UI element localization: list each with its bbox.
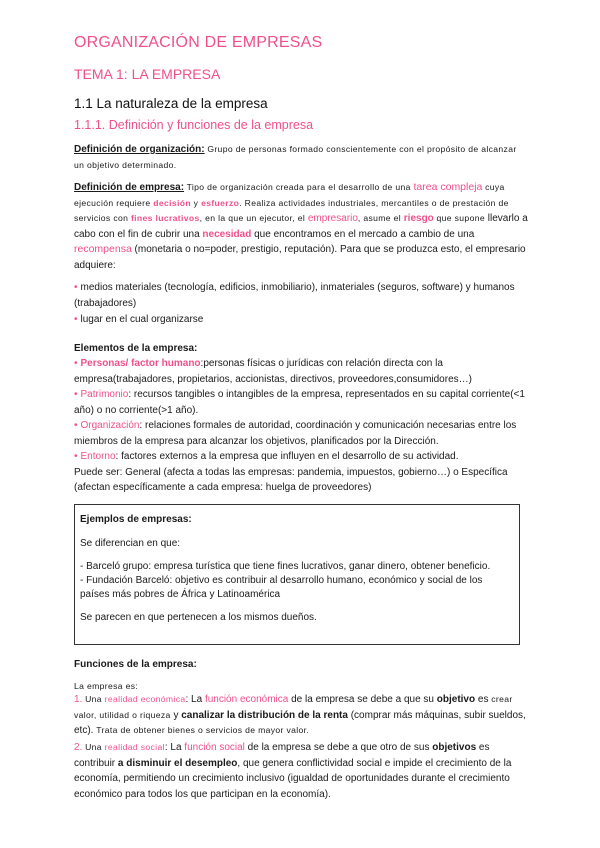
element-item: • Entorno: factores externos a la empresa que influyen en el desarrollo de su actividad. Puede ser: General (afecta a todas las empresas: pandemia, impuestos, gobierno…) o Específica (afectan específicamente a cada empresa: huelga de proveedores) xyxy=(74,451,508,494)
examples-box xyxy=(74,504,520,645)
bullet-icon: • xyxy=(74,389,78,400)
examples-closing: Se parecen en que pertenecen a los mismos dueños. xyxy=(80,612,317,623)
examples-heading: Ejemplos de empresas: xyxy=(80,514,192,525)
element-item: • Patrimonio: recursos tangibles o intangibles de la empresa, representados en su capital corriente(<1 año) o no corriente(>1 año). xyxy=(74,389,525,416)
bullet-icon: • xyxy=(74,282,78,293)
functions-heading: Funciones de la empresa: xyxy=(74,659,197,670)
example-item: - Fundación Barceló: objetivo es contribuir al desarrollo humano, económico y social de los países más pobres de África y Latinoamérica xyxy=(80,575,483,600)
subsection-heading: 1.1.1. Definición y funciones de la empresa xyxy=(74,118,314,132)
definition-text: Grupo de personas formado conscientemente con el propósito de alcanzar un objetivo determinado. xyxy=(74,144,517,170)
bullet-icon: • xyxy=(74,420,78,431)
bullet-icon: • xyxy=(74,358,78,369)
functions-intro: La empresa es: xyxy=(74,681,139,691)
definition-organization xyxy=(74,142,528,173)
bullet-icon: • xyxy=(74,451,78,462)
examples-intro: Se diferencian en que: xyxy=(80,538,181,549)
document-title: ORGANIZACIÓN DE EMPRESAS xyxy=(74,34,323,51)
list-item: • medios materiales (tecnología, edificios, inmobiliario), inmateriales (seguros, software) y humanos (trabajadores) xyxy=(74,282,515,309)
section-heading: 1.1 La naturaleza de la empresa xyxy=(74,96,268,111)
elements-heading: Elementos de la empresa: xyxy=(74,343,198,354)
list-item: • lugar en el cual organizarse xyxy=(74,314,204,325)
function-item: 1. Una realidad económica: La función económica de la empresa se debe a que su objetivo es crear valor, utilidad o riqueza y canalizar la distribución de la renta (comprar más máquinas, subir sueldos, etc). Trata de obtener bienes o servicios de mayor valor. xyxy=(74,694,526,737)
topic-heading: TEMA 1: LA EMPRESA xyxy=(74,66,221,82)
example-item: - Barceló grupo: empresa turística que tiene fines lucrativos, ganar dinero, obtener beneficio. xyxy=(80,561,491,572)
function-item: 2. Una realidad social: La función social de la empresa se debe a que otro de sus objetivos es contribuir a disminuir el desempleo, que genera conflictividad social e impide el crecimiento de la economía, permitiendo un crecimiento inclusivo (igualdad de oportunidades durante el crecimiento económico para todos los que participan en la economía). xyxy=(74,742,512,800)
definition-company: Definición de empresa: Tipo de organización creada para el desarrollo de una tarea compleja cuya ejecución requiere decisión y esfuerzo. Realiza actividades industriales, mercantiles o de prestación de servicios con fines lucrativos, en la que un ejecutor, el empresario, asume el riesgo que supone llevarlo a cabo con el fin de cubrir una necesidad que encontramos en el mercado a cambio de una recompensa (monetaria o no=poder, prestigio, reputación). Para que se produzca esto, el empresario adquiere: xyxy=(74,181,528,271)
element-item: • Personas/ factor humano:personas físicas o jurídicas con relación directa con la empresa(trabajadores, propietarios, accionistas, directivos, proveedores,consumidores…) xyxy=(74,358,472,385)
element-item: • Organización: relaciones formales de autoridad, coordinación y comunicación necesarias entre los miembros de la empresa para alcanzar los objetivos, planificados por la Dirección. xyxy=(74,420,517,447)
bullet-icon: • xyxy=(74,314,78,325)
definition-term: Definición de organización: xyxy=(74,144,205,155)
